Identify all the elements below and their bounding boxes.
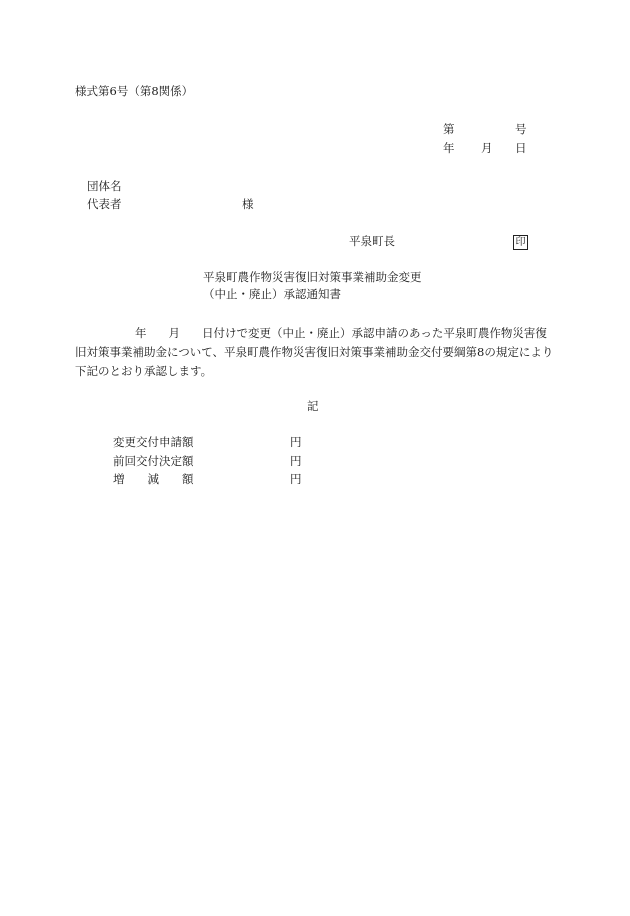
body-year: 年 bbox=[135, 326, 147, 340]
recipient-rep-label: 代表者 bbox=[87, 197, 122, 211]
title-line-1: 平泉町農作物災害復旧対策事業補助金変更 bbox=[203, 270, 422, 284]
seal-mark: 印 bbox=[513, 235, 528, 250]
amount-unit-previous: 円 bbox=[290, 454, 302, 468]
body-text: 日付けで変更（中止・廃止）承認申請のあった平泉町農作物災害復旧対策事業補助金について、平泉町農作物災害復旧対策事業補助金交付要綱第8の規定により下記のとおり承認します。 bbox=[75, 326, 554, 378]
number-prefix: 第 bbox=[443, 122, 455, 136]
date-year: 年 bbox=[443, 141, 455, 155]
form-number: 様式第6号（第8関係） bbox=[75, 84, 194, 98]
recipient-org-label: 団体名 bbox=[87, 179, 122, 193]
date-month: 月 bbox=[481, 141, 493, 155]
body-month: 月 bbox=[168, 326, 180, 340]
body-paragraph bbox=[75, 324, 557, 381]
amount-label-difference: 増 減 額 bbox=[113, 472, 194, 486]
amount-label-change: 変更交付申請額 bbox=[113, 435, 194, 449]
amount-unit-difference: 円 bbox=[290, 472, 302, 486]
amount-unit-change: 円 bbox=[290, 435, 302, 449]
ki-heading: 記 bbox=[307, 399, 319, 413]
title-line-2: （中止・廃止）承認通知書 bbox=[203, 287, 341, 301]
number-suffix: 号 bbox=[515, 122, 527, 136]
recipient-honorific: 様 bbox=[242, 197, 254, 211]
date-day: 日 bbox=[515, 141, 527, 155]
amount-label-previous: 前回交付決定額 bbox=[113, 454, 194, 468]
issuer-name: 平泉町長 bbox=[349, 234, 395, 248]
